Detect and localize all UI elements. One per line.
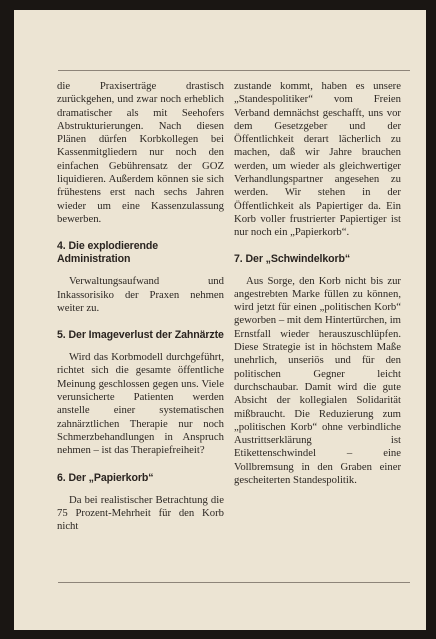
left-column xyxy=(57,80,224,533)
paragraph-schwindelkorb: Aus Sorge, den Korb nicht bis zur angestrebten Marke füllen zu können, wird jetzt für einen „politischen Korb“ geworben – mit dem Hintertürchen, im Ernstfall wieder herauszuschlüpfen. Diese Strategie ist in höchstem Maße unehrlich, unseriös und für den politischen Gegner leicht durchschaubar. Damit wird die gute Absicht der kollegialen Solidarität mißbraucht. Die Reduzierung zum „politischen Korb“ ohne verbindliche Austrittserklärung ist Etikettenschwindel – eine Vollbremsung in den Graben einer gescheiterten Standespolitik. xyxy=(234,274,401,487)
right-column xyxy=(234,80,401,487)
paragraph-papierkorb-continued: zustande kommt, haben es unsere „Standespolitiker“ vom Freien Verband demnächst geschafft, uns vor dem Gesetzgeber und der Öffentlichkeit derart lächerlich zu machen, daß wir Jahre brauchen werden, um wieder als gleichwertiger Verhandlungspartner angesehen zu werden. Wir stehen in der Öffentlichkeit als Papiertiger da. Ein Korb voller frustrierter Papiertiger ist nur noch ein „Papierkorb“. xyxy=(234,80,401,239)
paragraph-papierkorb: Da bei realistischer Betrachtung die 75 Prozent-Mehrheit für den Korb nicht xyxy=(57,493,224,533)
top-divider xyxy=(58,70,410,71)
section-heading-5: 5. Der Imageverlust der Zahnärzte xyxy=(57,329,224,342)
paragraph-imageverlust: Wird das Korbmodell durchgeführt, richtet sich die gesamte öffentliche Meinung geschlossen gegen uns. Viele verunsicherte Patienten werden anstelle einer systematischen zahnärztlichen Therapie nur noch Schmerzbehandlungen in Anspruch nehmen – ist das Therapiefreiheit? xyxy=(57,351,224,457)
paragraph-administration: Verwaltungsaufwand und Inkassorisiko der Praxen nehmen weiter zu. xyxy=(57,275,224,314)
bottom-divider xyxy=(58,582,410,583)
section-heading-4: 4. Die explodierende Administration xyxy=(57,240,159,266)
section-heading-6: 6. Der „Papierkorb“ xyxy=(57,471,154,484)
document-page xyxy=(14,10,426,630)
section-heading-7: 7. Der „Schwindelkorb“ xyxy=(234,252,351,265)
paragraph-continuation: die Praxiserträge drastisch zurückgehen, und zwar noch erheblich dramatischer als mit Seehofers Abstrukturierungen. Nach diesen Plänen dürfen Korbkollegen bei Kassenmitgliedern nur noch den einfachen Gebührensatz der GOZ liquidieren. Außerdem können sie sich frühestens erst nach sechs Jahren wieder um eine Kassenzulassung bewerben. xyxy=(57,80,224,225)
